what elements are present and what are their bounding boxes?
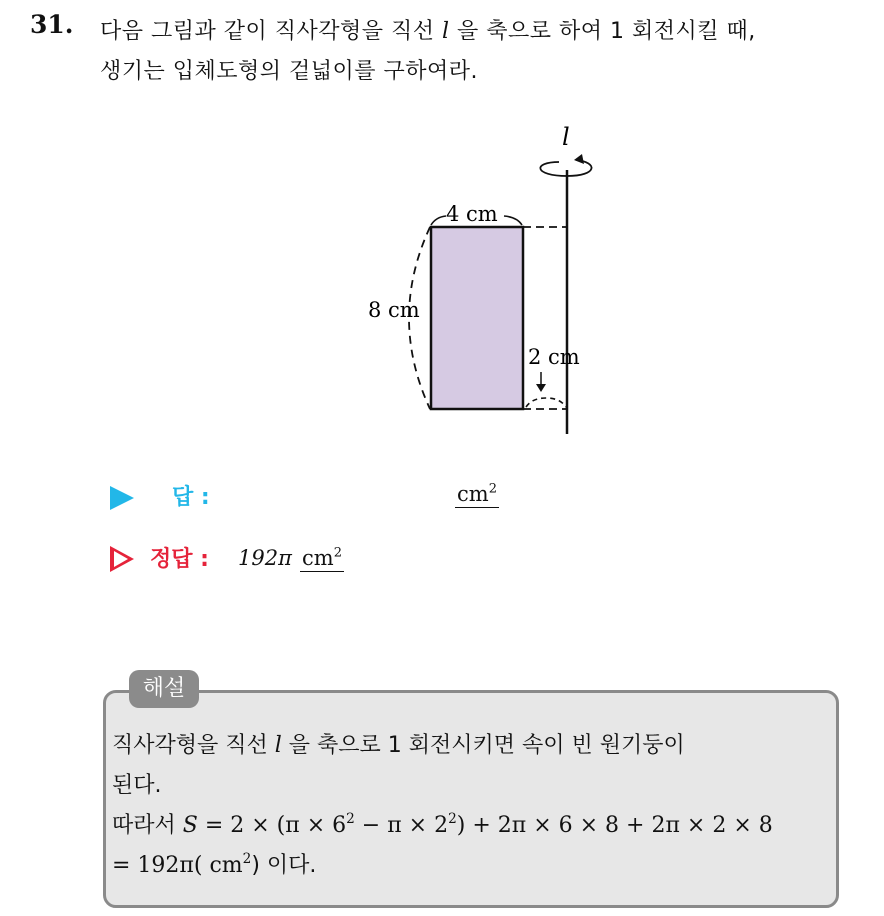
- answer-row: [110, 478, 610, 518]
- correct-answer-label: 정답 :: [150, 547, 209, 572]
- explanation-text-part: 을 축으로 1 회전시키면 속이 빈 원기둥이: [281, 733, 685, 758]
- shaded-rectangle: [431, 227, 523, 409]
- correct-answer-unit: [300, 546, 344, 572]
- explanation-exponent: 2: [242, 851, 252, 868]
- explanation-line-2: 된다.: [112, 773, 162, 798]
- rotation-figure: [340, 120, 610, 450]
- question-text-part: 다음 그림과 같이 직사각형을 직선: [100, 19, 442, 44]
- outline-marker-icon: [110, 546, 134, 572]
- gap-brace: [526, 398, 566, 407]
- question-text-part: 을 축으로 하여 1 회전시킬 때,: [449, 19, 756, 44]
- explanation-math: = 2 × (π × 6: [197, 813, 347, 838]
- explanation-text-part: 따라서: [112, 813, 183, 838]
- explanation-math: − π × 2: [354, 813, 449, 838]
- play-marker-icon: [110, 486, 134, 510]
- explanation-text: [112, 726, 832, 886]
- explanation-math: ) + 2π × 6 × 8 + 2π × 2 × 8: [456, 813, 773, 838]
- height-label: 8 cm: [368, 298, 420, 322]
- answer-blank[interactable]: [455, 482, 499, 508]
- axis-label: l: [562, 123, 570, 151]
- explanation-var-s: S: [182, 813, 198, 838]
- width-label: 4 cm: [446, 202, 498, 226]
- question-text: [100, 12, 870, 92]
- correct-unit-base: cm: [302, 546, 334, 570]
- question-text-line2: 생기는 입체도형의 겉넓이를 구하여라.: [100, 59, 479, 84]
- answer-label: 답 :: [172, 485, 210, 510]
- explanation-axis-var: l: [274, 733, 282, 758]
- explanation-exponent: 2: [448, 811, 457, 828]
- question-number: 31.: [30, 10, 74, 39]
- answer-unit-base: cm: [457, 482, 489, 506]
- explanation-exponent: 2: [346, 811, 355, 828]
- correct-unit-exponent: 2: [333, 545, 342, 561]
- correct-answer-row: [110, 540, 610, 580]
- explanation-text-part: 직사각형을 직선: [112, 733, 275, 758]
- explanation-line-1: [112, 726, 832, 766]
- axis-variable: l: [442, 19, 450, 44]
- gap-label: 2 cm: [528, 345, 580, 369]
- correct-answer-value: 192π: [238, 546, 292, 570]
- explanation-line-4: [112, 846, 832, 886]
- explanation-line-3: [112, 806, 832, 846]
- explanation-tag: 해설: [129, 670, 199, 708]
- explanation-math: = 192π( cm: [112, 853, 243, 878]
- explanation-text-part: ) 이다.: [251, 853, 317, 878]
- answer-unit-exponent: 2: [488, 481, 497, 497]
